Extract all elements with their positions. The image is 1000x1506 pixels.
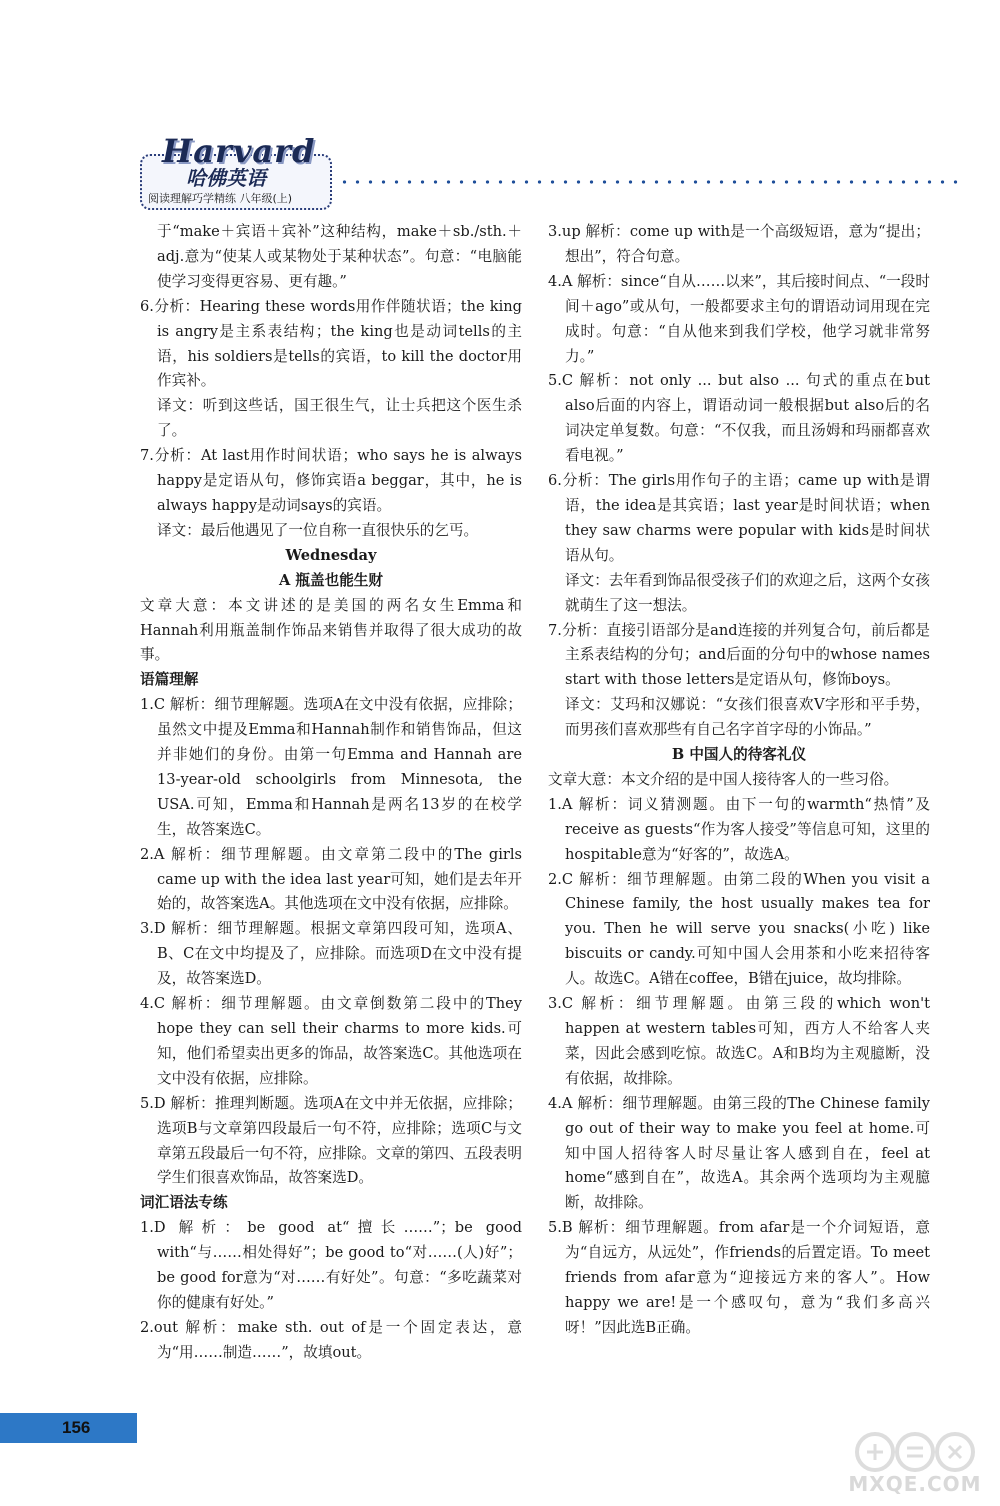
translation: 译文：艾玛和汉娜说：“女孩们很喜欢V字形和平手势，而男孩们喜欢那些有自己名字首字母的小饰品。” bbox=[565, 696, 930, 739]
answer-item: 7.分析：直接引语部分是and连接的并列复合句，前后都是主系表结构的分句；and后面的分句中的whose names start with those letters是定语从句，修饰boys。 bbox=[548, 621, 930, 689]
answer-item: 3.up 解析：come up with是一个高级短语，意为“提出；想出”，符合句意。 bbox=[548, 223, 930, 265]
subsection-heading: 词汇语法专练 bbox=[140, 1194, 228, 1212]
answer-item: 4.A 解析：since“自从……以来”，其后接时间点、“一段时间＋ago”或从句，一般都要求主句的谓语动词用现在完成时。句意：“自从他来到我们学校，他学习就非常努力。” bbox=[548, 272, 930, 365]
answer-item: 1.D 解析：be good at“擅长……”；be good with“与……相处得好”；be good to“对……(人)好”；be good for意为“对……有好处”。句意：“多吃蔬菜对你的健康有好处。” bbox=[140, 1219, 522, 1311]
watermark-logo bbox=[845, 1430, 985, 1500]
answer-item: 7.分析：At last用作时间状语；who says he is always happy是定语从句，修饰宾语a beggar，其中，he is always happy是动词says的宾语。 bbox=[140, 447, 522, 514]
logo-chinese-title: 哈佛英语 bbox=[186, 166, 266, 190]
section-day-heading: Wednesday bbox=[285, 546, 377, 564]
subsection-heading: 语篇理解 bbox=[140, 671, 199, 689]
header-dotted-rule bbox=[338, 180, 958, 184]
watermark-emblem-icon bbox=[845, 1430, 985, 1474]
answer-item: 5.B 解析：细节理解题。from afar是一个介词短语，意为“自远方，从远处”，作friends的后置定语。To meet friends from afar意为“迎接远方来的客人”。How happy we are!是一个感叹句，意为“我们多高兴呀！”因此选B正确。 bbox=[548, 1219, 930, 1336]
answer-item: 4.A 解析：细节理解题。由第三段的The Chinese family go out of their way to make you feel at home.可知中国人招待客人时尽量让客人感到自在，feel at home“感到自在”，故选A。其余两个选项均为主观臆断，故排除。 bbox=[548, 1094, 930, 1212]
book-subtitle: 阅读理解巧学精练 八年级(上) bbox=[148, 192, 293, 205]
left-column bbox=[140, 220, 522, 1366]
passage-summary: 文章大意：本文介绍的是中国人接待客人的一些习俗。 bbox=[548, 770, 899, 788]
answer-item: 1.A 解析：词义猜测题。由下一句的warmth“热情”及receive as guests“作为客人接受”等信息可知，这里的hospitable意为“好客的”，故选A。 bbox=[548, 795, 930, 863]
translation: 译文：去年看到饰品很受孩子们的欢迎之后，这两个女孩就萌生了这一想法。 bbox=[565, 571, 930, 614]
answer-item: 6.分析：The girls用作句子的主语；came up with是谓语，the idea是其宾语；last year是时间状语；when they saw charms were popular with kids是时间状语从句。 bbox=[548, 472, 930, 564]
page-number: 156 bbox=[62, 1418, 91, 1437]
paragraph: 于“make＋宾语＋宾补”这种结构，make＋sb./sth.＋adj.意为“使某人或某物处于某种状态”。句意：“电脑能使学习变得更容易、更有趣。” bbox=[157, 223, 522, 290]
translation: 译文：听到这些话，国王很生气，让士兵把这个医生杀了。 bbox=[157, 397, 522, 440]
passage-summary: 文章大意：本文讲述的是美国的两名女生Emma和Hannah利用瓶盖制作饰品来销售并取得了很大成功的故事。 bbox=[140, 596, 522, 664]
answer-item: 5.D 解析：推理判断题。选项A在文中并无依据，应排除；选项B与文章第四段最后一句不符，应排除；选项C与文章第五段最后一句不符，应排除。文章的第四、五段表明学生们很喜欢饰品，故答案选D。 bbox=[140, 1094, 522, 1187]
answer-item: 2.C 解析：细节理解题。由第二段的When you visit a Chinese family, the host usually makes tea for you. Then he will serve you snacks(小吃) like biscuits or candy.可知中国人会用茶和小吃来招待客人。故选C。A错在coffee，B错在juice，故均排除。 bbox=[548, 870, 930, 988]
answer-item: 2.A 解析：细节理解题。由文章第二段中的The girls came up with the idea last year可知，她们是去年开始的，故答案选A。其他选项在文中没有依据，应排除。 bbox=[140, 845, 522, 913]
answer-item: 3.C 解析：细节理解题。由第三段的which won't happen at western tables可知，西方人不给客人夹菜，因此会感到吃惊。故选C。A和B均为主观臆断，没有依据，故排除。 bbox=[548, 995, 930, 1087]
translation: 译文：最后他遇见了一位自称一直很快乐的乞丐。 bbox=[157, 521, 479, 539]
harvard-logo: Harvard bbox=[162, 132, 316, 170]
watermark-text: MXQE.COM bbox=[848, 1472, 982, 1496]
page-header bbox=[140, 132, 960, 212]
right-column bbox=[548, 220, 930, 1341]
answer-item: 5.C 解析：not only ... but also ... 句式的重点在but also后面的内容上，谓语动词一般根据but also后的名词决定单复数。句意：“不仅我，而且汤姆和玛丽都喜欢看电视。” bbox=[548, 372, 930, 465]
answer-item: 2.out 解析：make sth. out of是一个固定表达，意为“用……制造……”，故填out。 bbox=[140, 1318, 522, 1361]
passage-heading: B 中国人的待客礼仪 bbox=[671, 746, 807, 764]
answer-item: 6.分析：Hearing these words用作伴随状语；the king is angry是主系表结构；the king也是动词tells的主语，his soldiers是tells的宾语，to kill the doctor用作宾补。 bbox=[140, 297, 522, 390]
answer-item: 1.C 解析：细节理解题。选项A在文中没有依据，应排除；虽然文中提及Emma和Hannah制作和销售饰品，但这并非她们的身份。由第一句Emma and Hannah are 13-year-old schoolgirls from Minnesota, the USA.可知，Emma和Hannah是两名13岁的在校学生，故答案选C。 bbox=[140, 696, 522, 838]
answer-item: 3.D 解析：细节理解题。根据文章第四段可知，选项A、B、C在文中均提及了，应排除。而选项D在文中没有提及，故答案选D。 bbox=[140, 920, 522, 988]
passage-heading: A 瓶盖也能生财 bbox=[279, 571, 383, 589]
answer-item: 4.C 解析：细节理解题。由文章倒数第二段中的They hope they can sell their charms to more kids.可知，他们希望卖出更多的饰品，故答案选C。其他选项在文中没有依据，应排除。 bbox=[140, 995, 522, 1087]
